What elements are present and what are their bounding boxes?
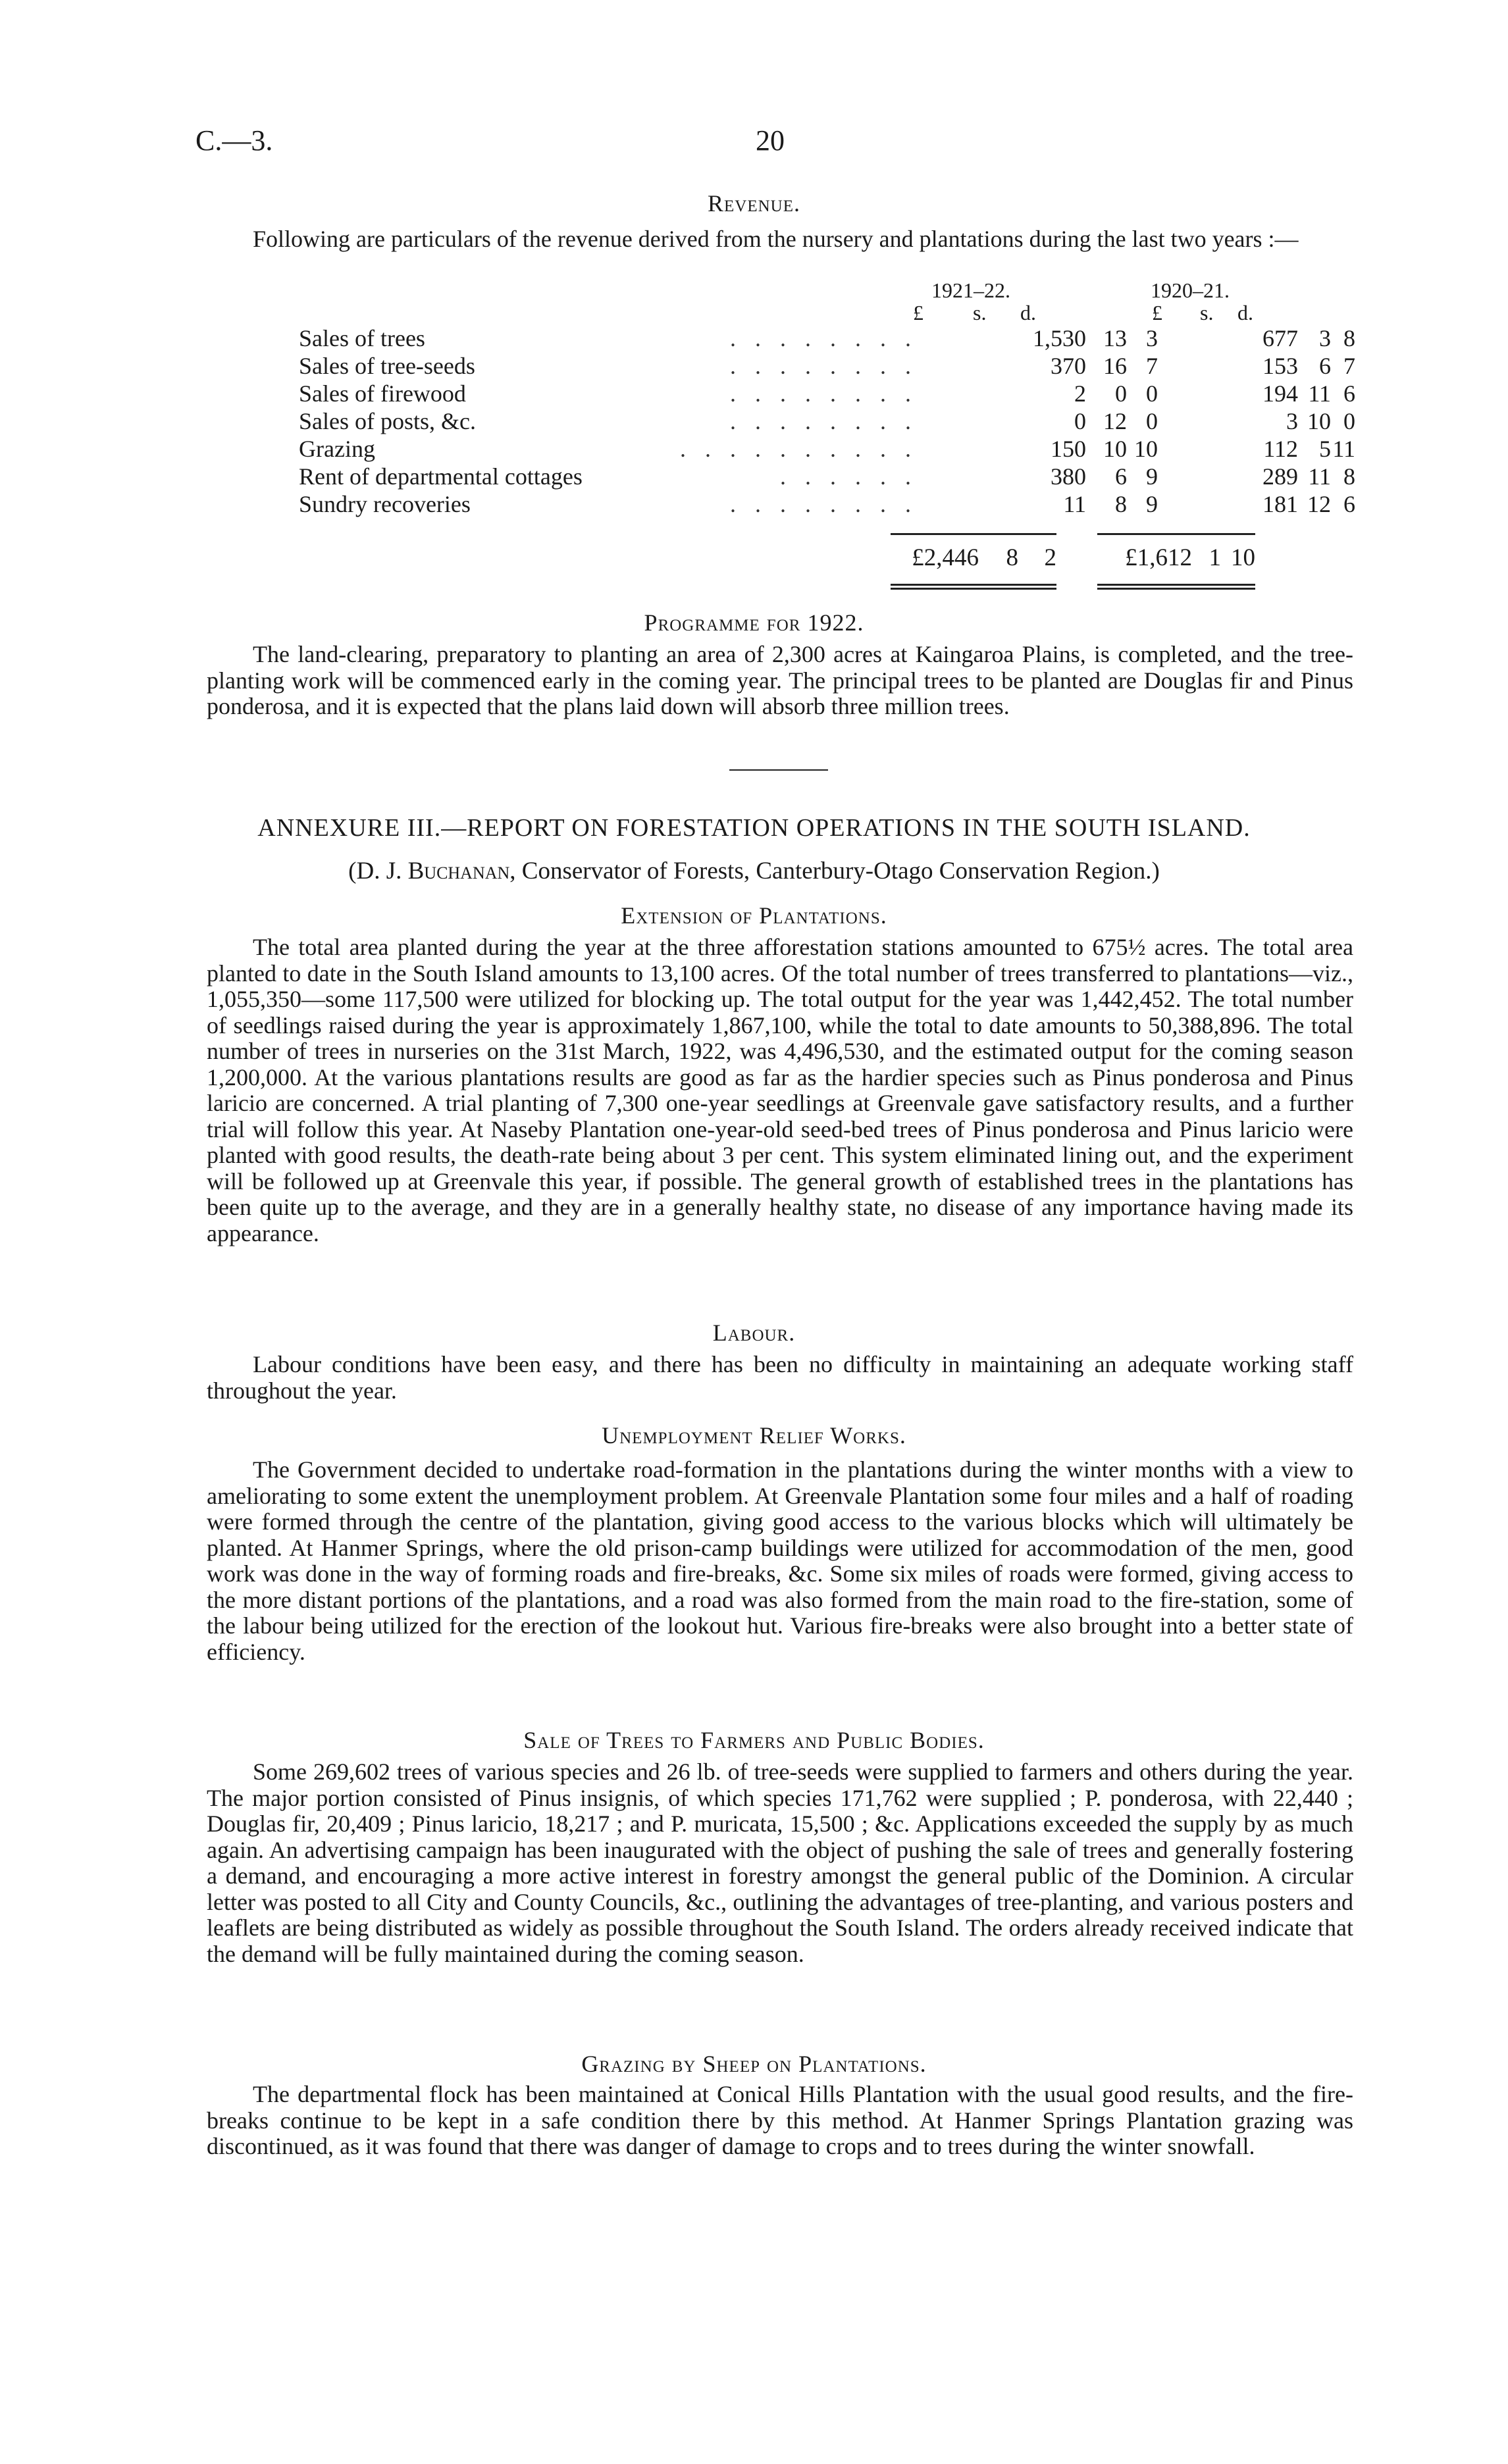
cell-1921-22-pounds: 1,530 — [1033, 325, 1086, 351]
cell-1920-21-shillings: 12 — [1307, 491, 1331, 517]
cell-1921-22-shillings: 16 — [1103, 353, 1127, 379]
document-reference: C.—3. — [195, 124, 273, 157]
cell-1920-21-pence: 8 — [1343, 325, 1355, 351]
leader-dots: . . . . . . . . — [730, 380, 918, 407]
labour-body: Labour conditions have been easy, and there has been no difficulty in maintaining an adequate working staff throughout the year. — [207, 1351, 1353, 1404]
cell-1921-22-pounds: 2 — [1074, 380, 1086, 407]
cell-1921-22-pence: 3 — [1146, 325, 1158, 351]
leader-dots: . . . . . . . . — [730, 491, 918, 517]
annexure-byline — [0, 857, 1508, 885]
cell-1921-22-shillings: 6 — [1115, 463, 1127, 490]
table-double-rule — [891, 584, 1056, 586]
row-label: Sundry recoveries — [299, 491, 471, 517]
programme-heading: Programme for 1922. — [644, 609, 864, 636]
cell-1920-21-pence: 11 — [1332, 436, 1355, 462]
table-row — [299, 380, 1355, 407]
unit-pounds: £ — [1152, 301, 1162, 324]
cell-1920-21-pounds: 3 — [1286, 408, 1298, 434]
col-year-1921-22: 1921–22. — [931, 278, 1010, 302]
cell-1920-21-shillings: 3 — [1319, 325, 1331, 351]
unit-pence: d. — [1020, 301, 1036, 324]
leader-dots: . . . . . . — [780, 463, 918, 490]
cell-1921-22-pounds: 0 — [1074, 408, 1086, 434]
row-label: Sales of trees — [299, 325, 425, 351]
cell-1921-22-shillings: 8 — [1115, 491, 1127, 517]
extension-body: The total area planted during the year at the three afforestation stations amounted to 675½ acres. The total area planted to date in the South Island amounts to 13,100 acres. Of the total number of trees transferred to plantations—viz., 1,055,350—some 117,500 were utilized for blocking up. The total output for the year was 1,442,452. The total number of seedlings raised during the year is approximately 1,867,100, while the total to date amounts to 50,388,896. The total number of trees in nurseries on the 31st March, 1922, was 4,496,530, and the estimated output for the coming season 1,200,000. At the various plantations results are good as far as the hardier species such as Pinus ponderosa and Pinus laricio are concerned. A trial planting of 7,300 one-year seedlings at Greenvale gave satisfactory results, and a further trial will follow this year. At Naseby Plantation one-year-old seed-bed trees of Pinus ponderosa and Pinus laricio were planted with good results, the death-rate being about 3 per cent. This system eliminated lining out, and the experiment will be followed up at Greenvale this year, if possible. The general growth of established trees in the plantations has been quite up to the average, and they are in a generally healthy state, no disease of any importance having made its appearance. — [207, 934, 1353, 1246]
cell-1921-22-shillings: 12 — [1103, 408, 1127, 434]
col-year-1920-21: 1920–21. — [1151, 278, 1230, 302]
byline-name: (D. J. Buchanan, — [348, 858, 516, 885]
annexure-title: ANNEXURE III.—REPORT ON FORESTATION OPERATIONS IN THE SOUTH ISLAND. — [257, 814, 1251, 842]
cell-1921-22-shillings: 10 — [1103, 436, 1127, 462]
table-row — [299, 352, 1355, 380]
cell-1920-21-shillings: 5 — [1319, 436, 1331, 462]
table-row — [299, 324, 1355, 352]
revenue-heading: Revenue. — [708, 190, 800, 217]
unit-pounds: £ — [913, 301, 923, 324]
cell-1921-22-pence: 0 — [1146, 380, 1158, 407]
total-1920-21: £1,612 1 10 — [1125, 544, 1255, 571]
total-1921-22: £2,446 8 2 — [912, 544, 1056, 571]
unit-shillings: s. — [1200, 301, 1214, 324]
page-number: 20 — [756, 124, 785, 157]
programme-body: The land-clearing, preparatory to planting an area of 2,300 acres at Kaingaroa Plains, is completed, and the tree-planting work will be commenced early in the coming year. The principal trees to be planted are Douglas fir and Pinus ponderosa, and it is expected that the plans laid down will absorb three million trees. — [207, 641, 1353, 719]
cell-1920-21-shillings: 11 — [1308, 463, 1331, 490]
leader-dots: . . . . . . . . — [730, 353, 918, 379]
revenue-intro: Following are particulars of the revenue derived from the nursery and plantations during the last two years :— — [253, 226, 1299, 252]
cell-1921-22-pounds: 380 — [1051, 463, 1086, 490]
cell-1921-22-pounds: 150 — [1051, 436, 1086, 462]
cell-1921-22-pence: 7 — [1146, 353, 1158, 379]
leader-dots: . . . . . . . . — [730, 325, 918, 351]
cell-1920-21-pounds: 181 — [1262, 491, 1298, 517]
leader-dots: . . . . . . . . — [730, 408, 918, 434]
unemployment-body: The Government decided to undertake road-formation in the plantations during the winter months with a view to ameliorating to some extent the unemployment problem. At Greenvale Plantation some four miles and a half of roading were formed through the centre of the plantation, giving good access to the various blocks which will ultimately be planted. At Hanmer Springs, where the old prison-camp buildings were utilized for accommodation of the men, good work was done in the way of forming roads and fire-breaks, &c. Some six miles of roads were formed, giving access to the more distant portions of the plantations, and a road was also formed from the main road to the fire-station, some of the labour being utilized for the erection of the lookout hut. Various fire-breaks were also brought into a better state of efficiency. — [207, 1456, 1353, 1665]
byline-position: Conservator of Forests, Canterbury-Otago Conservation Region.) — [521, 858, 1160, 885]
cell-1921-22-pence: 9 — [1146, 463, 1158, 490]
cell-1920-21-pence: 7 — [1343, 353, 1355, 379]
cell-1921-22-pence: 10 — [1134, 436, 1158, 462]
unit-shillings: s. — [973, 301, 987, 324]
table-double-rule — [891, 588, 1056, 590]
cell-1920-21-pounds: 112 — [1263, 436, 1298, 462]
cell-1921-22-pounds: 370 — [1051, 353, 1086, 379]
extension-heading: Extension of Plantations. — [621, 902, 887, 929]
cell-1920-21-shillings: 10 — [1307, 408, 1331, 434]
row-label: Rent of departmental cottages — [299, 463, 583, 490]
cell-1920-21-pence: 8 — [1343, 463, 1355, 490]
table-double-rule — [1097, 588, 1255, 590]
cell-1921-22-shillings: 13 — [1103, 325, 1127, 351]
unemployment-heading: Unemployment Relief Works. — [602, 1422, 906, 1449]
cell-1921-22-pounds: 11 — [1063, 491, 1086, 517]
table-row — [299, 407, 1355, 435]
table-row — [299, 435, 1355, 463]
section-divider — [729, 769, 828, 771]
row-label: Sales of tree-seeds — [299, 353, 475, 379]
grazing-body: The departmental flock has been maintained at Conical Hills Plantation with the usual good results, and the fire-breaks continue to be kept in a safe condition there by this method. At Hanmer Springs Plantation grazing was discontinued, as it was found that there was danger of damage to crops and to trees during the winter snowfall. — [207, 2081, 1353, 2159]
table-row — [299, 490, 1355, 518]
cell-1920-21-shillings: 6 — [1319, 353, 1331, 379]
sale-heading: Sale of Trees to Farmers and Public Bodies. — [523, 1727, 985, 1753]
table-double-rule — [1097, 584, 1255, 586]
cell-1920-21-pounds: 194 — [1262, 380, 1298, 407]
cell-1920-21-pounds: 289 — [1262, 463, 1298, 490]
cell-1921-22-shillings: 0 — [1115, 380, 1127, 407]
cell-1921-22-pence: 0 — [1146, 408, 1158, 434]
sale-body: Some 269,602 trees of various species and 26 lb. of tree-seeds were supplied to farmers and others during the year. The major portion consisted of Pinus insignis, of which species 171,762 were supplied ; P. ponderosa, with 22,440 ; Douglas fir, 20,409 ; Pinus laricio, 18,217 ; and P. muricata, 15,500 ; &c. Applications exceeded the supply by as much again. An advertising campaign has been inaugurated with the object of pushing the sale of trees and generally fostering a demand, and encouraging a more active interest in forestry amongst the general public of the Dominion. A circular letter was posted to all City and County Councils, &c., outlining the advantages of tree-planting, and various posters and leaflets are being distributed as widely as possible throughout the South Island. The orders already received indicate that the demand will be fully maintained during the coming season. — [207, 1758, 1353, 1967]
cell-1921-22-pence: 9 — [1146, 491, 1158, 517]
table-rule — [1097, 533, 1255, 535]
grazing-heading: Grazing by Sheep on Plantations. — [581, 2051, 927, 2077]
row-label: Grazing — [299, 436, 375, 462]
labour-heading: Labour. — [712, 1320, 796, 1346]
cell-1920-21-pounds: 153 — [1262, 353, 1298, 379]
row-label: Sales of posts, &c. — [299, 408, 476, 434]
table-row — [299, 463, 1355, 490]
unit-pence: d. — [1237, 301, 1253, 324]
leader-dots: . . . . . . . . . . — [680, 436, 918, 462]
row-label: Sales of firewood — [299, 380, 466, 407]
cell-1920-21-pence: 0 — [1343, 408, 1355, 434]
cell-1920-21-pounds: 677 — [1262, 325, 1298, 351]
cell-1920-21-pence: 6 — [1343, 491, 1355, 517]
cell-1920-21-shillings: 11 — [1308, 380, 1331, 407]
cell-1920-21-pence: 6 — [1343, 380, 1355, 407]
table-rule — [891, 533, 1056, 535]
